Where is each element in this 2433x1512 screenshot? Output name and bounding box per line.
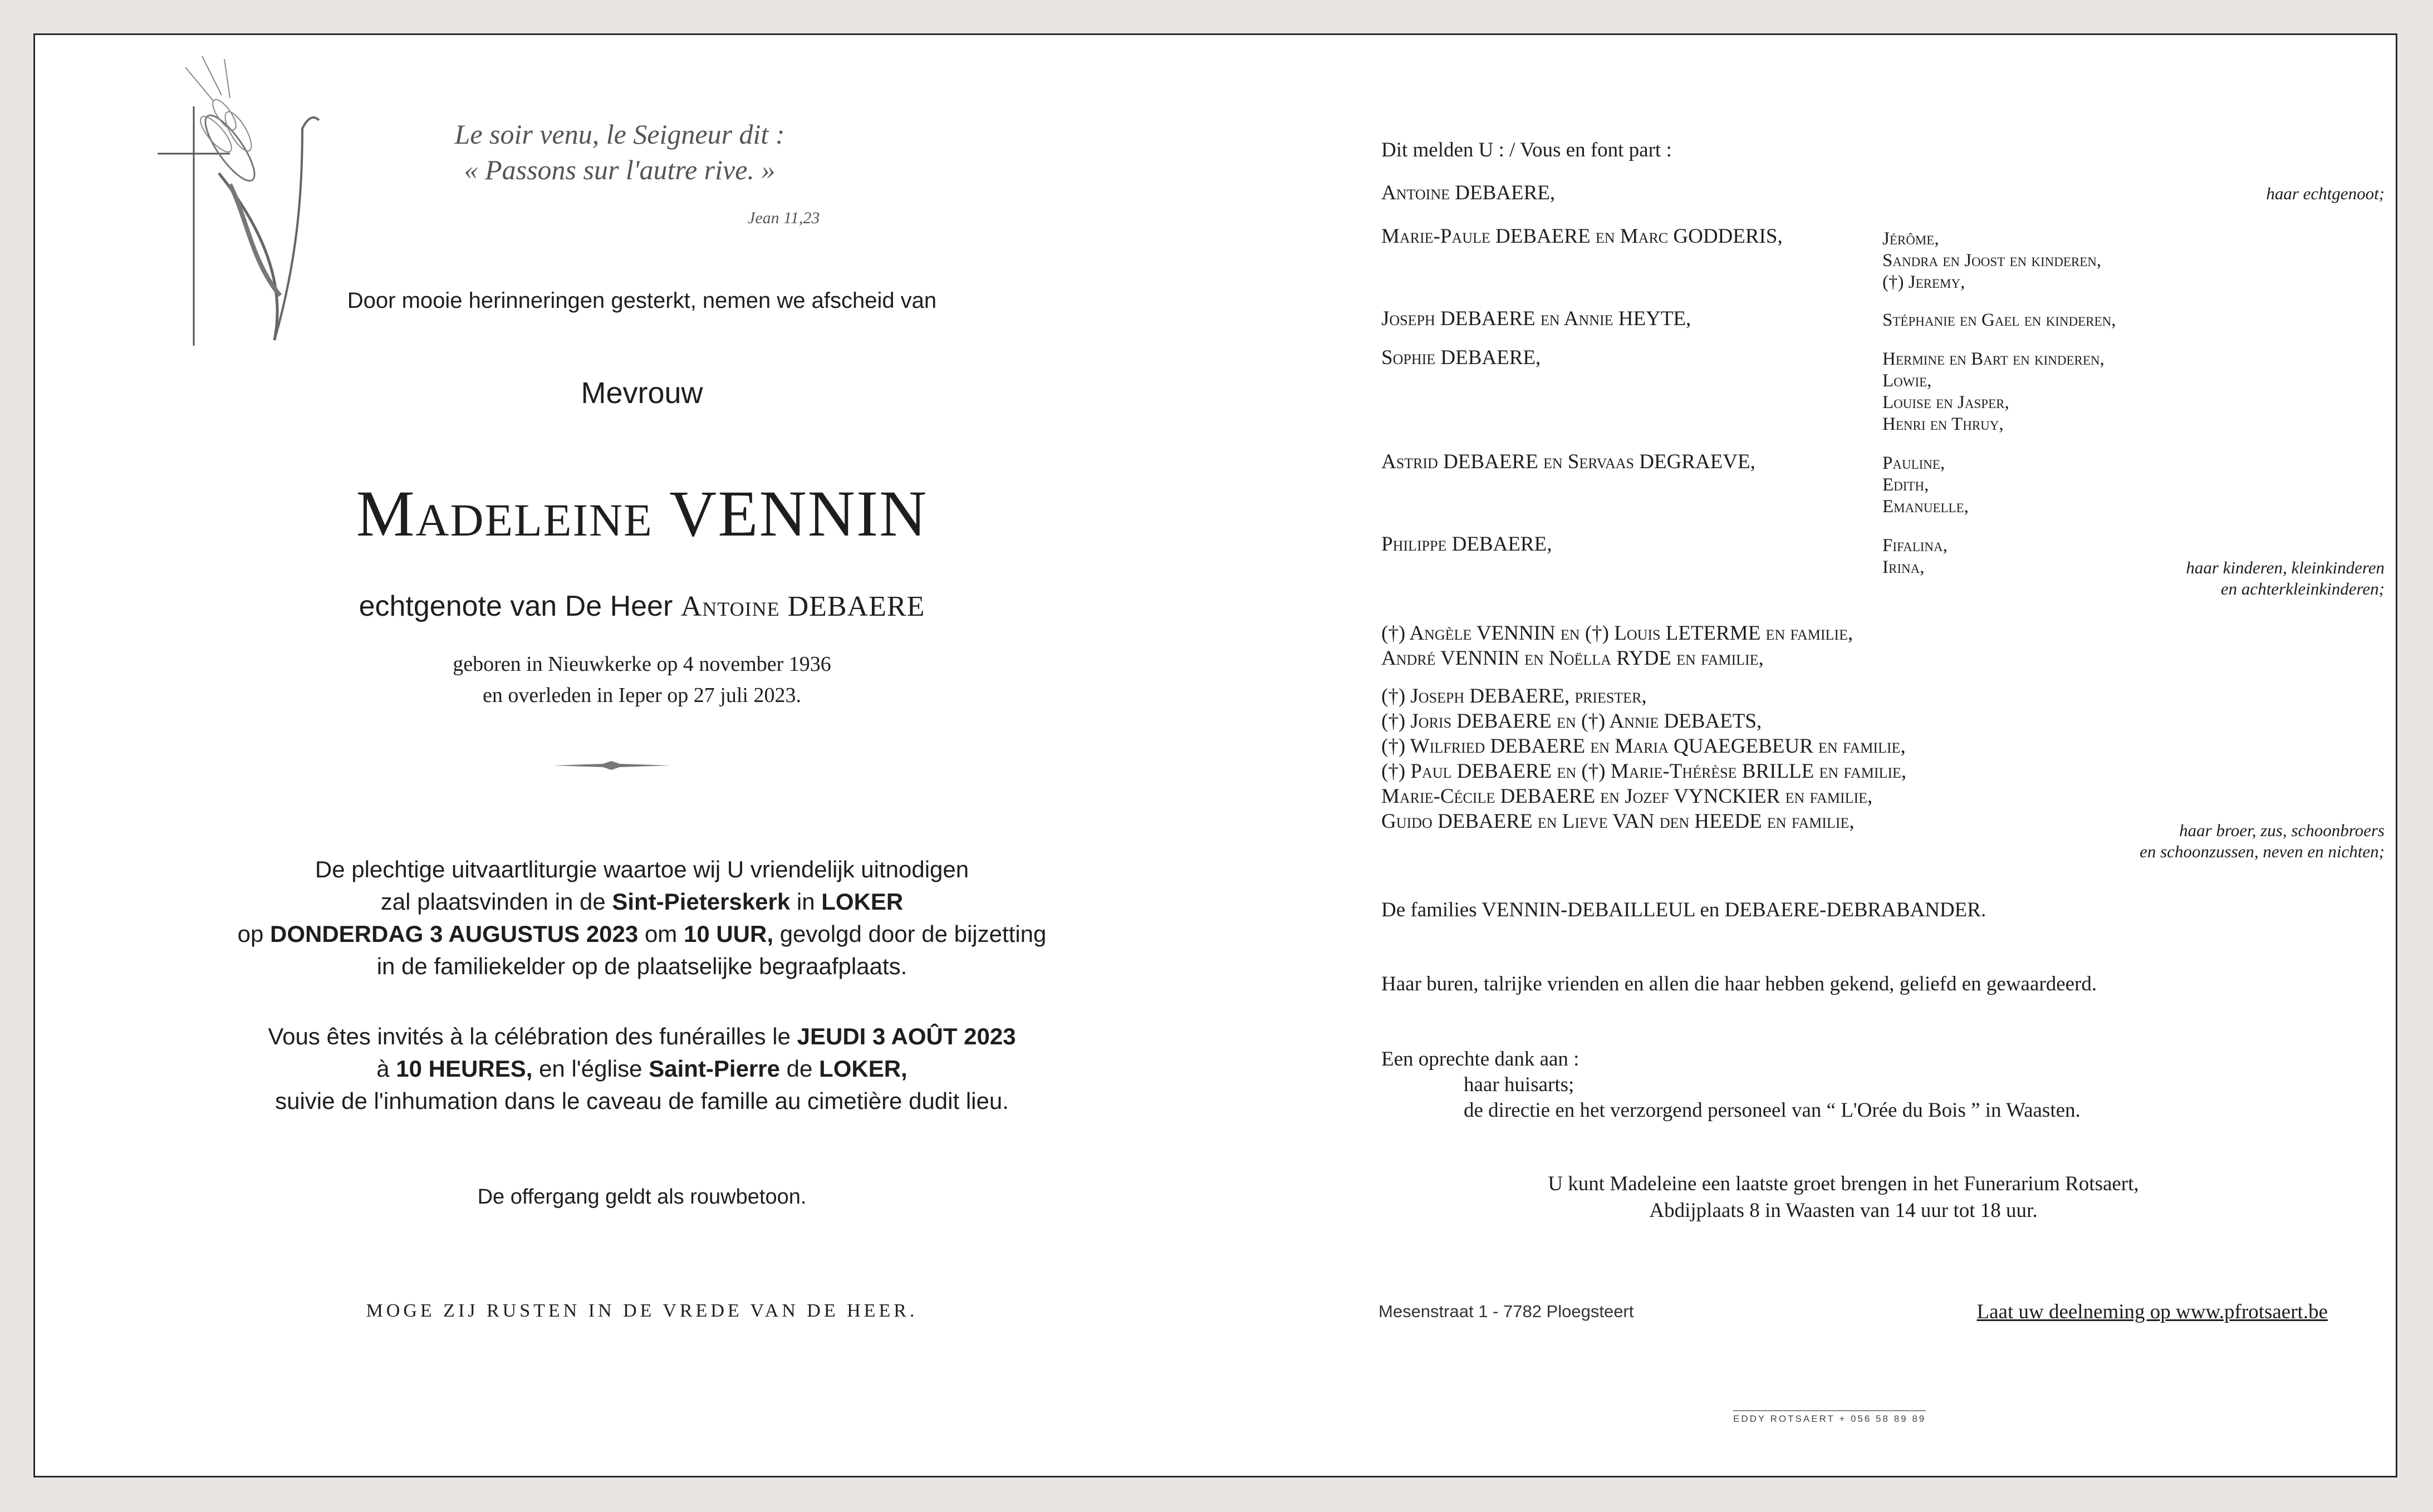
relation-children <box>1995 557 2385 600</box>
invite-fr-2c: en l'église <box>539 1056 642 1082</box>
death-line: en overleden in Ieper op 27 juli 2023. <box>483 684 801 707</box>
invite-nl-2a: zal plaatsvinden in de <box>380 888 606 915</box>
life-dates <box>280 649 1004 711</box>
invite-nl-line-3 <box>169 918 1115 950</box>
sibling-line: Marie-Cécile DEBAERE en Jozef VYNCKIER en familie, <box>1381 785 1873 808</box>
invite-fr-line-3: suivie de l'inhumation dans le caveau de famille au cimetière dudit lieu. <box>275 1088 1009 1114</box>
invite-nl-3c: om <box>644 921 678 947</box>
invite-fr-line-1 <box>169 1020 1115 1053</box>
town-fr: LOKER, <box>819 1056 908 1082</box>
church-name-fr: Saint-Pierre <box>649 1056 780 1082</box>
grandchild: Emanuelle, <box>1882 497 1969 517</box>
invite-nl-2c: in <box>796 888 815 915</box>
family-member-name: Joseph DEBAERE en Annie HEYTE, <box>1381 307 1691 330</box>
neighbours-line: Haar buren, talrijke vrienden en allen die haar hebben gekend, geliefd en gewaardeerd. <box>1381 973 2097 995</box>
invite-fr-2e: de <box>786 1056 813 1082</box>
sibling-line: (†) Joseph DEBAERE, priester, <box>1381 685 1647 708</box>
spouse-name: Antoine DEBAERE <box>680 591 925 622</box>
sibling-line: Guido DEBAERE en Lieve VAN den HEEDE en familie, <box>1381 810 1855 833</box>
invite-nl-line-2 <box>169 886 1115 918</box>
grandchild: Edith, <box>1882 475 1929 495</box>
invite-fr-1a: Vous êtes invités à la célébration des funérailles le <box>268 1023 791 1049</box>
funeral-time-nl: 10 UUR, <box>683 921 774 947</box>
funeral-date-nl: DONDERDAG 3 AUGUSTUS 2023 <box>270 921 639 947</box>
family-member-name: Sophie DEBAERE, <box>1381 346 1541 369</box>
grandchild: Pauline, <box>1882 453 1945 473</box>
invite-nl-3a: op <box>237 921 264 947</box>
siblings-vennin <box>1381 621 1853 671</box>
families-line: De families VENNIN-DEBAILLEUL en DEBAERE-DEBRABANDER. <box>1381 899 1986 921</box>
bible-quote <box>369 116 870 188</box>
ornament-divider-icon <box>553 760 670 771</box>
grandchild: Hermine en Bart en kinderen, <box>1882 349 2105 369</box>
rest-in-peace: MOGE ZIJ RUSTEN IN DE VREDE VAN DE HEER. <box>366 1300 918 1321</box>
cross-wheat-icon <box>119 51 352 362</box>
invite-nl-line-1: De plechtige uitvaartliturgie waartoe wij U vriendelijk uitnodigen <box>315 856 969 882</box>
funeral-time-fr: 10 HEURES, <box>396 1056 533 1082</box>
family-member-name: Antoine DEBAERE, <box>1381 181 1556 204</box>
condolence-link[interactable]: Laat uw deelneming op www.pfrotsaert.be <box>1976 1300 2328 1323</box>
spouse-prefix: echtgenote van De Heer <box>359 590 673 622</box>
sibling-line: (†) Joris DEBAERE en (†) Annie DEBAETS, <box>1381 710 1762 733</box>
grandchild: Lowie, <box>1882 371 1932 391</box>
grandchild: (†) Jeremy, <box>1882 272 1965 292</box>
sibling-line: André VENNIN en Noëlla RYDE en familie, <box>1381 647 1764 670</box>
intro-text: Door mooie herinneringen gesterkt, nemen we afscheid van <box>347 288 937 313</box>
church-name-nl: Sint-Pieterskerk <box>612 888 791 915</box>
deceased-first-name: Madeleine <box>356 477 653 550</box>
relation-siblings <box>1939 820 2385 862</box>
invite-nl-line-4: in de familiekelder op de plaatselijke begraafplaats. <box>376 953 908 979</box>
relation-children-line: haar kinderen, kleinkinderen <box>2186 558 2385 577</box>
relation-siblings-line: haar broer, zus, schoonbroers <box>2179 821 2385 840</box>
funeral-home-address: Mesenstraat 1 - 7782 Ploegsteert <box>1379 1302 1634 1321</box>
grandchild: Irina, <box>1882 557 1925 577</box>
grandchild: Stéphanie en Gael en kinderen, <box>1882 310 2116 330</box>
invite-fr-2a: à <box>376 1056 390 1082</box>
funeral-date-fr: JEUDI 3 AOÛT 2023 <box>797 1023 1016 1049</box>
invite-nl-3e: gevolgd door de bijzetting <box>779 921 1047 947</box>
grandchild: Fifalina, <box>1882 536 1948 556</box>
spouse-line <box>169 590 1115 623</box>
sibling-line: (†) Angèle VENNIN en (†) Louis LETERME en familie, <box>1381 622 1853 645</box>
thanks-header: Een oprechte dank aan : <box>1381 1048 1580 1071</box>
relation-siblings-line: en schoonzussen, neven en nichten; <box>2140 842 2385 861</box>
grandchildren-list <box>1882 228 2101 293</box>
grandchild: Jérôme, <box>1882 229 1939 249</box>
siblings-debaere <box>1381 684 1906 834</box>
grandchildren-list <box>1882 348 2105 435</box>
relation-spouse: haar echtgenoot; <box>2266 184 2385 203</box>
quote-reference: Jean 11,23 <box>748 209 820 227</box>
thanks-line-1: haar huisarts; <box>1464 1073 1574 1096</box>
obituary-card <box>33 33 2397 1477</box>
deceased-name <box>169 476 1115 552</box>
relation-children-line: en achterkleinkinderen; <box>2220 579 2385 598</box>
invite-fr-line-2 <box>169 1053 1115 1085</box>
visitation-line-2: Abdijplaats 8 in Waasten van 14 uur tot 18 uur. <box>1649 1199 2038 1222</box>
offering-note: De offergang geldt als rouwbetoon. <box>477 1185 807 1209</box>
announce-header: Dit melden U : / Vous en font part : <box>1381 139 1672 161</box>
sibling-line: (†) Paul DEBAERE en (†) Marie-Thérèse BRILLE en familie, <box>1381 760 1907 783</box>
grandchildren-list <box>1882 535 1948 578</box>
invitation-dutch <box>169 853 1115 983</box>
salutation: Mevrouw <box>581 376 703 410</box>
birth-line: geboren in Nieuwkerke op 4 november 1936 <box>453 652 831 676</box>
thanks-line-2: de directie en het verzorgend personeel van “ L'Orée du Bois ” in Waasten. <box>1464 1099 2081 1122</box>
family-member-name: Marie-Paule DEBAERE en Marc GODDERIS, <box>1381 225 1783 248</box>
grandchild: Louise en Jasper, <box>1882 392 2009 413</box>
printer-credit: EDDY ROTSAERT + 056 58 89 89 <box>1733 1410 1926 1425</box>
grandchildren-list <box>1882 453 1969 518</box>
deceased-last-name: VENNIN <box>669 477 928 550</box>
grandchild: Sandra en Joost en kinderen, <box>1882 251 2102 271</box>
quote-line-2: « Passons sur l'autre rive. » <box>464 154 776 185</box>
grandchildren-list <box>1882 310 2116 331</box>
quote-line-1: Le soir venu, le Seigneur dit : <box>454 119 785 150</box>
grandchild: Henri en Thruy, <box>1882 414 2004 434</box>
visitation-line-1: U kunt Madeleine een laatste groet brengen in het Funerarium Rotsaert, <box>1548 1172 2139 1195</box>
sibling-line: (†) Wilfried DEBAERE en Maria QUAEGEBEUR en familie, <box>1381 735 1906 758</box>
family-member-name: Astrid DEBAERE en Servaas DEGRAEVE, <box>1381 450 1755 473</box>
town-nl: LOKER <box>821 888 904 915</box>
family-member-name: Philippe DEBAERE, <box>1381 533 1552 556</box>
invitation-french <box>169 1020 1115 1117</box>
